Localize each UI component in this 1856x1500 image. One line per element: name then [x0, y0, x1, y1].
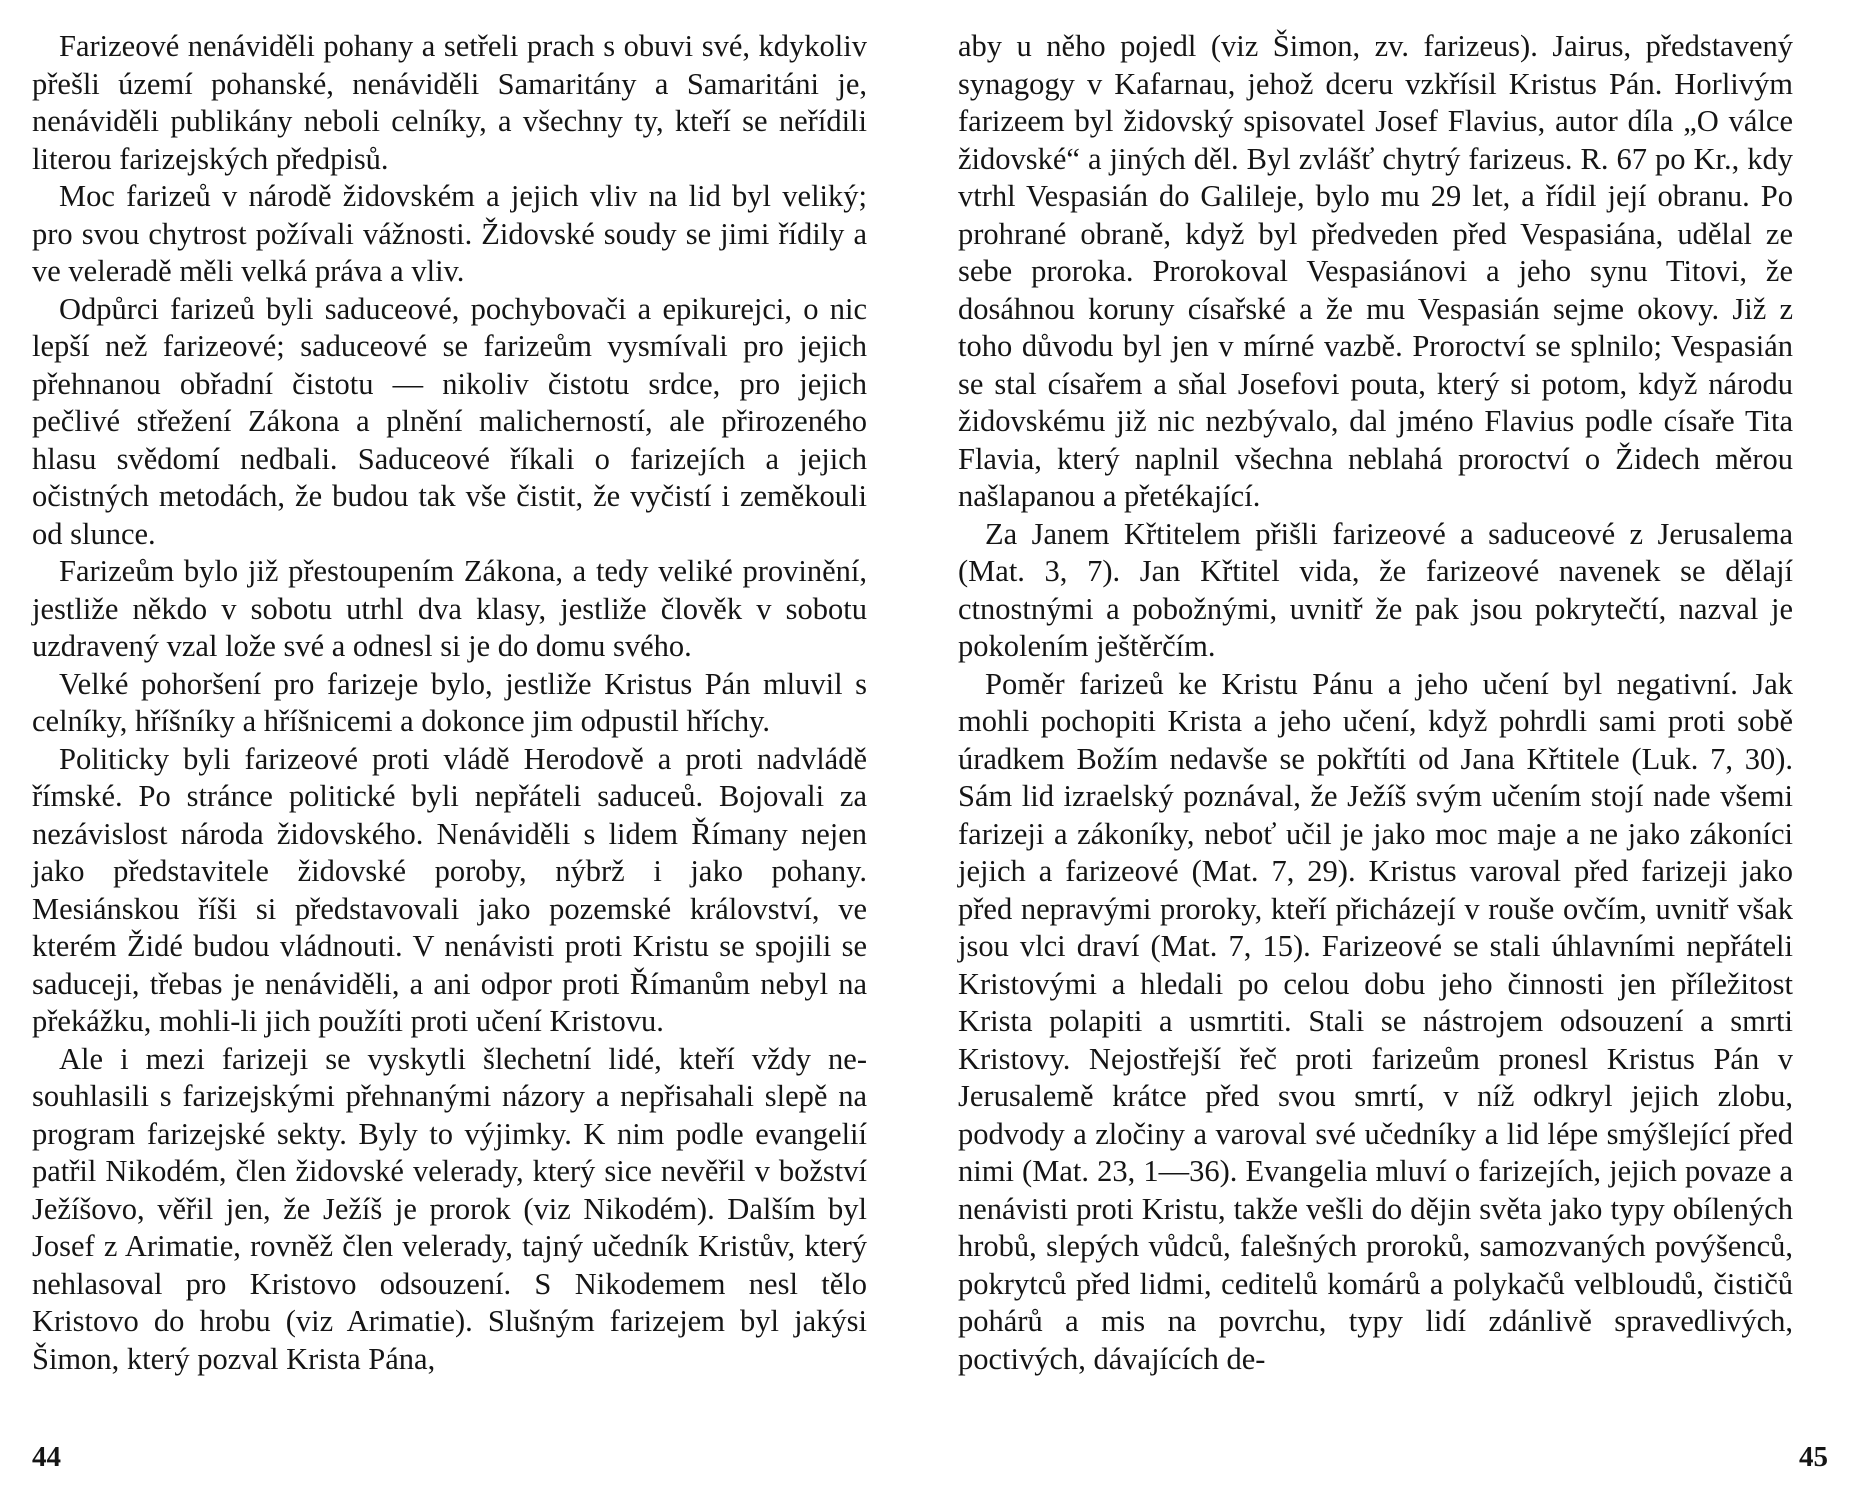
page-number: 44: [32, 1441, 61, 1473]
paragraph-continued: aby u něho pojedl (viz Šimon, zv. farizeus). Jairus, představený synagogy v Kafarnau, jehož dceru vzkřísil Kristus Pán. Horlivým farizeem byl židovský spisovatel Josef Flavius, autor díla „O válce židovské“ a jiných děl. Byl zvlášť chytrý farizeus. R. 67 po Kr., kdy vtrhl Vespasián do Galileje, bylo mu 29 let, a řídil její obranu. Po prohrané obraně, když byl předveden před Vespasiána, udělal ze sebe proroka. Prorokoval Vespasiánovi a jeho synu Titovi, že dosáhnou koruny císařské a že mu Vespasián sejme okovy. Již z toho důvodu byl jen v mírné vazbě. Proroctví se splnilo; Vespasián se stal císařem a sňal Josefovi pouta, který si potom, když národu židovskému již nic nezbývalo, dal jméno Flavius podle císaře Tita Flavia, který naplnil všechna neblahá proroctví o Židech měrou našlapanou a přetékající.: [958, 29, 1793, 513]
paragraph: Farizeové nenáviděli pohany a setřeli prach s obuvi své, kdykoliv přešli území pohanské, nenáviděli Samaritány a Samaritáni je, nenáviděli publikány neboli celníky, a všechny ty, kteří se neřídili literou farizejských předpisů.: [32, 29, 867, 176]
right-text-column: [958, 28, 1793, 1378]
paragraph: Velké pohoršení pro farizeje bylo, jestliže Kristus Pán mluvil s celníky, hříšníky a hříšnicemi a dokonce jim odpustil hříchy.: [32, 666, 867, 738]
paragraph: Ale i mezi farizeji se vyskytli šlechetní lidé, kteří vždy nesouhlasili s farizejskými přehnanými názory a nepřisahali slepě na program farizejské sekty. Byly to výjimky. K nim podle evangelií patřil Nikodém, člen židovské velerady, který sice nevěřil v božství Ježíšovo, věřil jen, že Ježíš je prorok (viz Nikodém). Dalším byl Josef z Arimatie, rovněž člen velerady, tajný učedník Kristův, který nehlasoval pro Kristovo odsouzení. S Nikodemem nesl tělo Kristovo do hrobu (viz Arimatie). Slušným farizejem byl jakýsi Šimon, který pozval Krista Pána,: [32, 1041, 867, 1376]
paragraph: Farizeům bylo již přestoupením Zákona, a tedy veliké provinění, jestliže někdo v sobotu utrhl dva klasy, jestliže člověk v sobotu uzdravený vzal lože své a odnesl si je do domu svého.: [32, 554, 867, 663]
page-number: 45: [1799, 1441, 1828, 1473]
left-text-column: [32, 28, 867, 1378]
paragraph: Poměr farizeů ke Kristu Pánu a jeho učení byl negativní. Jak mohli pochopiti Krista a jeho učení, když pohrdli sami proti sobě úradkem Božím nedavše se pokřtíti od Jana Křtitele (Luk. 7, 30). Sám lid izraelský poznával, že Ježíš svým učením stojí nade všemi farizeji a zákoníky, neboť učil je jako moc maje a ne jako zákoníci jejich a farizeové (Mat. 7, 29). Kristus varoval před farizeji jako před nepravými proroky, kteří přicházejí v rouše ovčím, uvnitř však jsou vlci draví (Mat. 7, 15). Farizeové se stali úhlavními nepřáteli Kristovými a hledali po celou dobu jeho činnosti jen příležitost Krista polapiti a usmrtiti. Stali se nástrojem odsouzení a smrti Kristovy. Nejostřejší řeč proti farizeům pronesl Kristus Pán v Jerusalemě krátce před svou smrtí, v níž odkryl jejich zlobu, podvody a zločiny a varoval své učedníky a lid lépe smýšlející před nimi (Mat. 23, 1—36). Evangelia mluví o farizejích, jejich povaze a nenávisti proti Kristu, takže vešli do dějin světa jako typy obílených hrobů, slepých vůdců, falešných proroků, samozvaných povýšenců, pokrytců před lidmi, ceditelů komárů a polykačů velbloudů, čističů pohárů a mis na povrchu, typy lidí zdánlivě spravedlivých, poctivých, dávajících de-: [958, 666, 1793, 1376]
paragraph: Moc farizeů v národě židovském a jejich vliv na lid byl veliký; pro svou chytrost požívali vážnosti. Židovské soudy se jimi řídily a ve veleradě měli velká práva a vliv.: [32, 179, 867, 288]
paragraph: Za Janem Křtitelem přišli farizeové a saduceové z Jerusalema (Mat. 3, 7). Jan Křtitel vida, že farizeové navenek se dělají ctnostnými a pobožnými, uvnitř že pak jsou pokrytečtí, nazval je pokolením ještěrčím.: [958, 516, 1793, 663]
paragraph: Politicky byli farizeové proti vládě Herodově a proti nadvládě římské. Po stránce politické byli nepřáteli saduceů. Bojovali za nezávislost národa židovského. Nenáviděli s lidem Římany nejen jako představitele židovské poroby, nýbrž i jako pohany. Mesiánskou říši si představovali jako pozemské království, ve kterém Židé budou vládnouti. V nenávisti proti Kristu se spojili se saduceji, třebas je nenáviděli, a ani odpor proti Římanům nebyl na překážku, mohli-li jich použíti proti učení Kristovu.: [32, 741, 867, 1038]
paragraph: Odpůrci farizeů byli saduceové, pochybovači a epikurejci, o nic lepší než farizeové; saduceové se farizeům vysmívali pro jejich přehnanou obřadní čistotu — nikoliv čistotu srdce, pro jejich pečlivé střežení Zákona a plnění malicherností, ale přirozeného hlasu svědomí nedbali. Saduceové říkali o farizejích a jejich očistných metodách, že budou tak vše čistit, že vyčistí i zeměkouli od slunce.: [32, 291, 867, 551]
right-page: [928, 0, 1856, 1500]
